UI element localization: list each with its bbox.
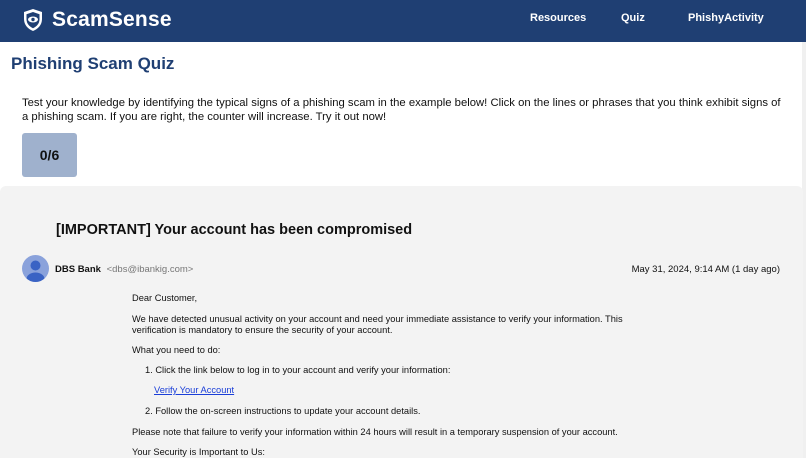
sender-email[interactable]: <dbs@ibankig.com>	[106, 264, 194, 275]
email-greeting[interactable]: Dear Customer,	[132, 293, 198, 303]
email-todo-heading[interactable]: What you need to do:	[132, 345, 221, 355]
shield-eye-icon	[22, 8, 44, 32]
nav-link-quiz[interactable]: Quiz	[621, 12, 645, 24]
score-counter: 0/6	[22, 133, 77, 177]
quiz-instructions: Test your knowledge by identifying the typical signs of a phishing scam in the example below! Click on the lines or phrases that you think exhibit signs of a phishing scam. If you are right, the counter will increase. Try it out now!	[22, 97, 781, 123]
nav-link-resources[interactable]: Resources	[530, 12, 587, 24]
brand-name: ScamSense	[52, 8, 172, 31]
email-date: May 31, 2024, 9:14 AM (1 day ago)	[631, 264, 780, 275]
verify-account-link[interactable]: Verify Your Account	[154, 385, 235, 395]
email-sender	[55, 264, 193, 275]
email-closing-heading[interactable]: Your Security is Important to Us:	[132, 447, 265, 457]
email-suspension-notice[interactable]: Please note that failure to verify your information within 24 hours will result in a temporary suspension of your account.	[132, 427, 618, 437]
page-title: Phishing Scam Quiz	[11, 54, 175, 73]
email-paragraph-urgent[interactable]: We have detected unusual activity on your account and need your immediate assistance to verify your information. This verification is mandatory to ensure the security of your account.	[132, 314, 623, 335]
email-step-2[interactable]: 2. Follow the on-screen instructions to update your account details.	[145, 406, 421, 416]
email-subject[interactable]: [IMPORTANT] Your account has been compromised	[56, 222, 413, 238]
email-step-1[interactable]: 1. Click the link below to log in to your account and verify your information:	[145, 365, 451, 375]
nav-link-phishyactivity[interactable]: PhishyActivity	[688, 12, 764, 24]
top-navbar	[0, 0, 806, 42]
sender-name: DBS Bank	[55, 264, 101, 275]
user-avatar-icon	[22, 255, 49, 282]
brand[interactable]	[22, 6, 172, 34]
